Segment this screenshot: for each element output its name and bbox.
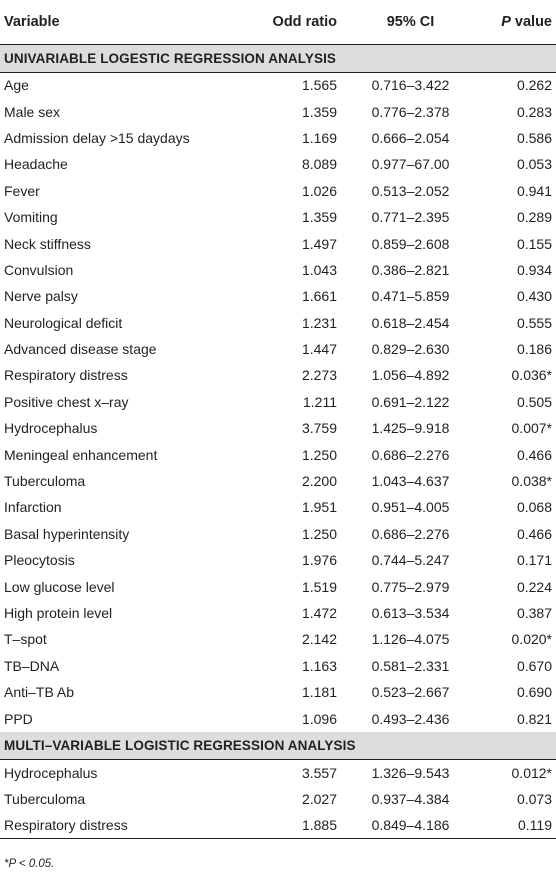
section-header-row [0, 732, 556, 760]
cell-odds-ratio: 3.557 [301, 765, 337, 782]
cell-p-value: 0.283 [516, 103, 552, 120]
cell-confidence-interval: 0.523–2.667 [371, 684, 450, 701]
cell-confidence-interval: 0.613–3.534 [371, 605, 450, 621]
cell-variable: Male sex [4, 103, 61, 120]
cell-variable: High protein level [4, 605, 113, 621]
cell-variable: Respiratory distress [4, 367, 128, 384]
table-row [0, 72, 556, 98]
cell-p-value: 0.053 [516, 156, 552, 173]
univariable-section [0, 44, 556, 732]
cell-odds-ratio: 1.231 [301, 314, 337, 331]
cell-confidence-interval: 1.425–9.918 [371, 420, 450, 437]
cell-odds-ratio: 1.519 [301, 578, 337, 595]
cell-confidence-interval: 0.849–4.186 [343, 813, 478, 839]
table-row [0, 626, 556, 652]
table-row [0, 760, 556, 786]
cell-confidence-interval: 0.744–5.247 [371, 552, 450, 569]
table-row [0, 362, 556, 388]
cell-p-value: 0.387 [516, 605, 552, 621]
table-row [0, 283, 556, 309]
cell-variable: Admission delay >15 daydays [4, 129, 190, 146]
cell-odds-ratio: 1.472 [301, 605, 337, 621]
multivariable-section [0, 732, 556, 839]
table-row [0, 653, 556, 679]
header-p-rest: value [510, 13, 552, 30]
cell-p-value: 0.289 [516, 209, 552, 226]
cell-confidence-interval: 0.776–2.378 [371, 103, 450, 120]
cell-p-value: 0.505 [516, 393, 552, 410]
cell-p-value: 0.821 [516, 710, 552, 727]
cell-odds-ratio: 8.089 [301, 156, 337, 173]
cell-p-value: 0.466 [516, 446, 552, 463]
cell-p-value: 0.941 [516, 182, 552, 199]
cell-odds-ratio: 1.163 [301, 657, 337, 674]
cell-confidence-interval: 0.618–2.454 [371, 314, 450, 331]
cell-confidence-interval: 0.716–3.422 [371, 77, 450, 94]
cell-variable: TB–DNA [4, 657, 60, 674]
cell-odds-ratio: 2.200 [301, 473, 337, 490]
cell-p-value: 0.586 [516, 129, 552, 146]
header-confidence-interval: 95% CI [343, 0, 478, 44]
cell-confidence-interval: 0.829–2.630 [371, 341, 450, 358]
cell-p-value: 0.466 [516, 525, 552, 542]
cell-odds-ratio: 1.211 [303, 393, 337, 410]
table-row [0, 125, 556, 151]
header-p-letter: P [501, 13, 511, 30]
cell-confidence-interval: 0.771–2.395 [371, 209, 450, 226]
header-variable: Variable [0, 0, 238, 44]
table-row [0, 547, 556, 573]
table-row [0, 389, 556, 415]
cell-p-value: 0.007* [511, 420, 552, 437]
table-row [0, 521, 556, 547]
cell-odds-ratio: 3.759 [301, 420, 337, 437]
table-row [0, 441, 556, 467]
table-row [0, 494, 556, 520]
table-row [0, 600, 556, 626]
cell-variable: Nerve palsy [4, 288, 78, 305]
cell-variable: Hydrocephalus [4, 765, 98, 782]
cell-confidence-interval: 0.471–5.859 [371, 288, 450, 305]
cell-odds-ratio: 1.169 [301, 129, 337, 146]
cell-p-value: 0.670 [516, 657, 552, 674]
cell-variable: Pleocytosis [4, 552, 75, 569]
table-row [0, 310, 556, 336]
section-header-row [0, 44, 556, 72]
cell-odds-ratio: 1.026 [301, 182, 337, 199]
cell-p-value: 0.171 [516, 552, 552, 569]
cell-odds-ratio: 1.951 [301, 499, 337, 516]
cell-p-value: 0.555 [516, 314, 552, 331]
cell-variable: Infarction [4, 499, 62, 516]
cell-variable: Low glucose level [4, 578, 115, 595]
cell-confidence-interval: 0.686–2.276 [371, 446, 450, 463]
cell-confidence-interval: 1.056–4.892 [371, 367, 450, 384]
cell-variable: Vomiting [4, 209, 58, 226]
section-title: MULTI–VARIABLE LOGISTIC REGRESSION ANALYSIS [0, 732, 556, 760]
table-row [0, 151, 556, 177]
cell-odds-ratio: 1.497 [301, 235, 337, 252]
footnote: *P < 0.05. [4, 858, 55, 870]
cell-odds-ratio: 1.250 [301, 446, 337, 463]
cell-odds-ratio: 1.359 [301, 209, 337, 226]
cell-odds-ratio: 2.027 [301, 791, 337, 808]
cell-confidence-interval: 0.977–67.00 [371, 156, 450, 173]
cell-variable: T–spot [4, 631, 47, 648]
cell-odds-ratio: 2.142 [301, 631, 337, 648]
cell-variable: Anti–TB Ab [4, 684, 75, 701]
table-header [0, 0, 556, 44]
cell-odds-ratio: 1.976 [301, 552, 337, 569]
cell-confidence-interval: 0.493–2.436 [371, 710, 450, 727]
cell-confidence-interval: 0.859–2.608 [371, 235, 450, 252]
cell-odds-ratio: 1.447 [301, 341, 337, 358]
cell-confidence-interval: 0.581–2.331 [371, 657, 450, 674]
cell-confidence-interval: 1.043–4.637 [371, 473, 450, 490]
cell-confidence-interval: 0.513–2.052 [371, 182, 450, 199]
cell-variable: Meningeal enhancement [4, 446, 158, 463]
cell-variable: Convulsion [4, 261, 74, 278]
cell-variable: Neurological deficit [4, 314, 123, 331]
table-row [0, 230, 556, 256]
cell-p-value: 0.262 [516, 77, 552, 94]
cell-p-value: 0.038* [511, 473, 552, 490]
table-row [0, 98, 556, 124]
cell-variable: Basal hyperintensity [4, 525, 130, 542]
cell-odds-ratio: 2.273 [301, 367, 337, 384]
cell-confidence-interval: 0.937–4.384 [371, 791, 450, 808]
cell-p-value: 0.020* [511, 631, 552, 648]
cell-variable: Tuberculoma [4, 473, 86, 490]
cell-variable: Age [4, 77, 29, 94]
table-row [0, 415, 556, 441]
cell-p-value: 0.224 [516, 578, 552, 595]
table-row [0, 336, 556, 362]
table-row [0, 468, 556, 494]
cell-confidence-interval: 0.691–2.122 [371, 393, 450, 410]
cell-variable: Respiratory distress [0, 813, 238, 839]
cell-p-value: 0.068 [516, 499, 552, 516]
cell-confidence-interval: 0.386–2.821 [371, 261, 450, 278]
cell-odds-ratio: 1.043 [301, 261, 337, 278]
cell-p-value: 0.036* [511, 367, 552, 384]
cell-p-value: 0.186 [516, 341, 552, 358]
table-row [0, 257, 556, 283]
table-row [0, 204, 556, 230]
cell-confidence-interval: 1.326–9.543 [371, 765, 450, 782]
cell-confidence-interval: 0.666–2.054 [371, 129, 450, 146]
cell-variable: Hydrocephalus [4, 420, 98, 437]
header-row [0, 0, 556, 44]
cell-odds-ratio: 1.661 [301, 288, 337, 305]
cell-p-value: 0.430 [516, 288, 552, 305]
table-row [0, 705, 556, 731]
cell-odds-ratio: 1.096 [301, 710, 337, 727]
cell-confidence-interval: 0.775–2.979 [371, 578, 450, 595]
cell-odds-ratio: 1.565 [301, 77, 337, 94]
section-title: UNIVARIABLE LOGESTIC REGRESSION ANALYSIS [0, 44, 556, 72]
table-row [0, 178, 556, 204]
cell-variable: Positive chest x–ray [4, 393, 129, 410]
cell-p-value: 0.119 [478, 813, 556, 839]
cell-odds-ratio: 1.250 [301, 525, 337, 542]
cell-variable: Neck stiffness [4, 235, 91, 252]
header-odds-ratio: Odd ratio [238, 0, 343, 44]
cell-confidence-interval: 1.126–4.075 [371, 631, 450, 648]
header-p-value [478, 0, 556, 44]
table-row [0, 573, 556, 599]
cell-variable: Headache [4, 156, 68, 173]
cell-p-value: 0.155 [516, 235, 552, 252]
cell-odds-ratio: 1.885 [238, 813, 343, 839]
table-row [0, 786, 556, 812]
cell-variable: Tuberculoma [4, 791, 86, 808]
cell-confidence-interval: 0.951–4.005 [371, 499, 450, 516]
cell-p-value: 0.012* [511, 765, 552, 782]
cell-p-value: 0.690 [516, 684, 552, 701]
cell-odds-ratio: 1.359 [301, 103, 337, 120]
cell-variable: Fever [4, 182, 40, 199]
cell-p-value: 0.073 [516, 791, 552, 808]
table-row [0, 813, 556, 839]
cell-confidence-interval: 0.686–2.276 [371, 525, 450, 542]
cell-p-value: 0.934 [516, 261, 552, 278]
table-row [0, 679, 556, 705]
cell-variable: PPD [4, 710, 33, 727]
cell-odds-ratio: 1.181 [301, 684, 337, 701]
cell-variable: Advanced disease stage [4, 341, 157, 358]
